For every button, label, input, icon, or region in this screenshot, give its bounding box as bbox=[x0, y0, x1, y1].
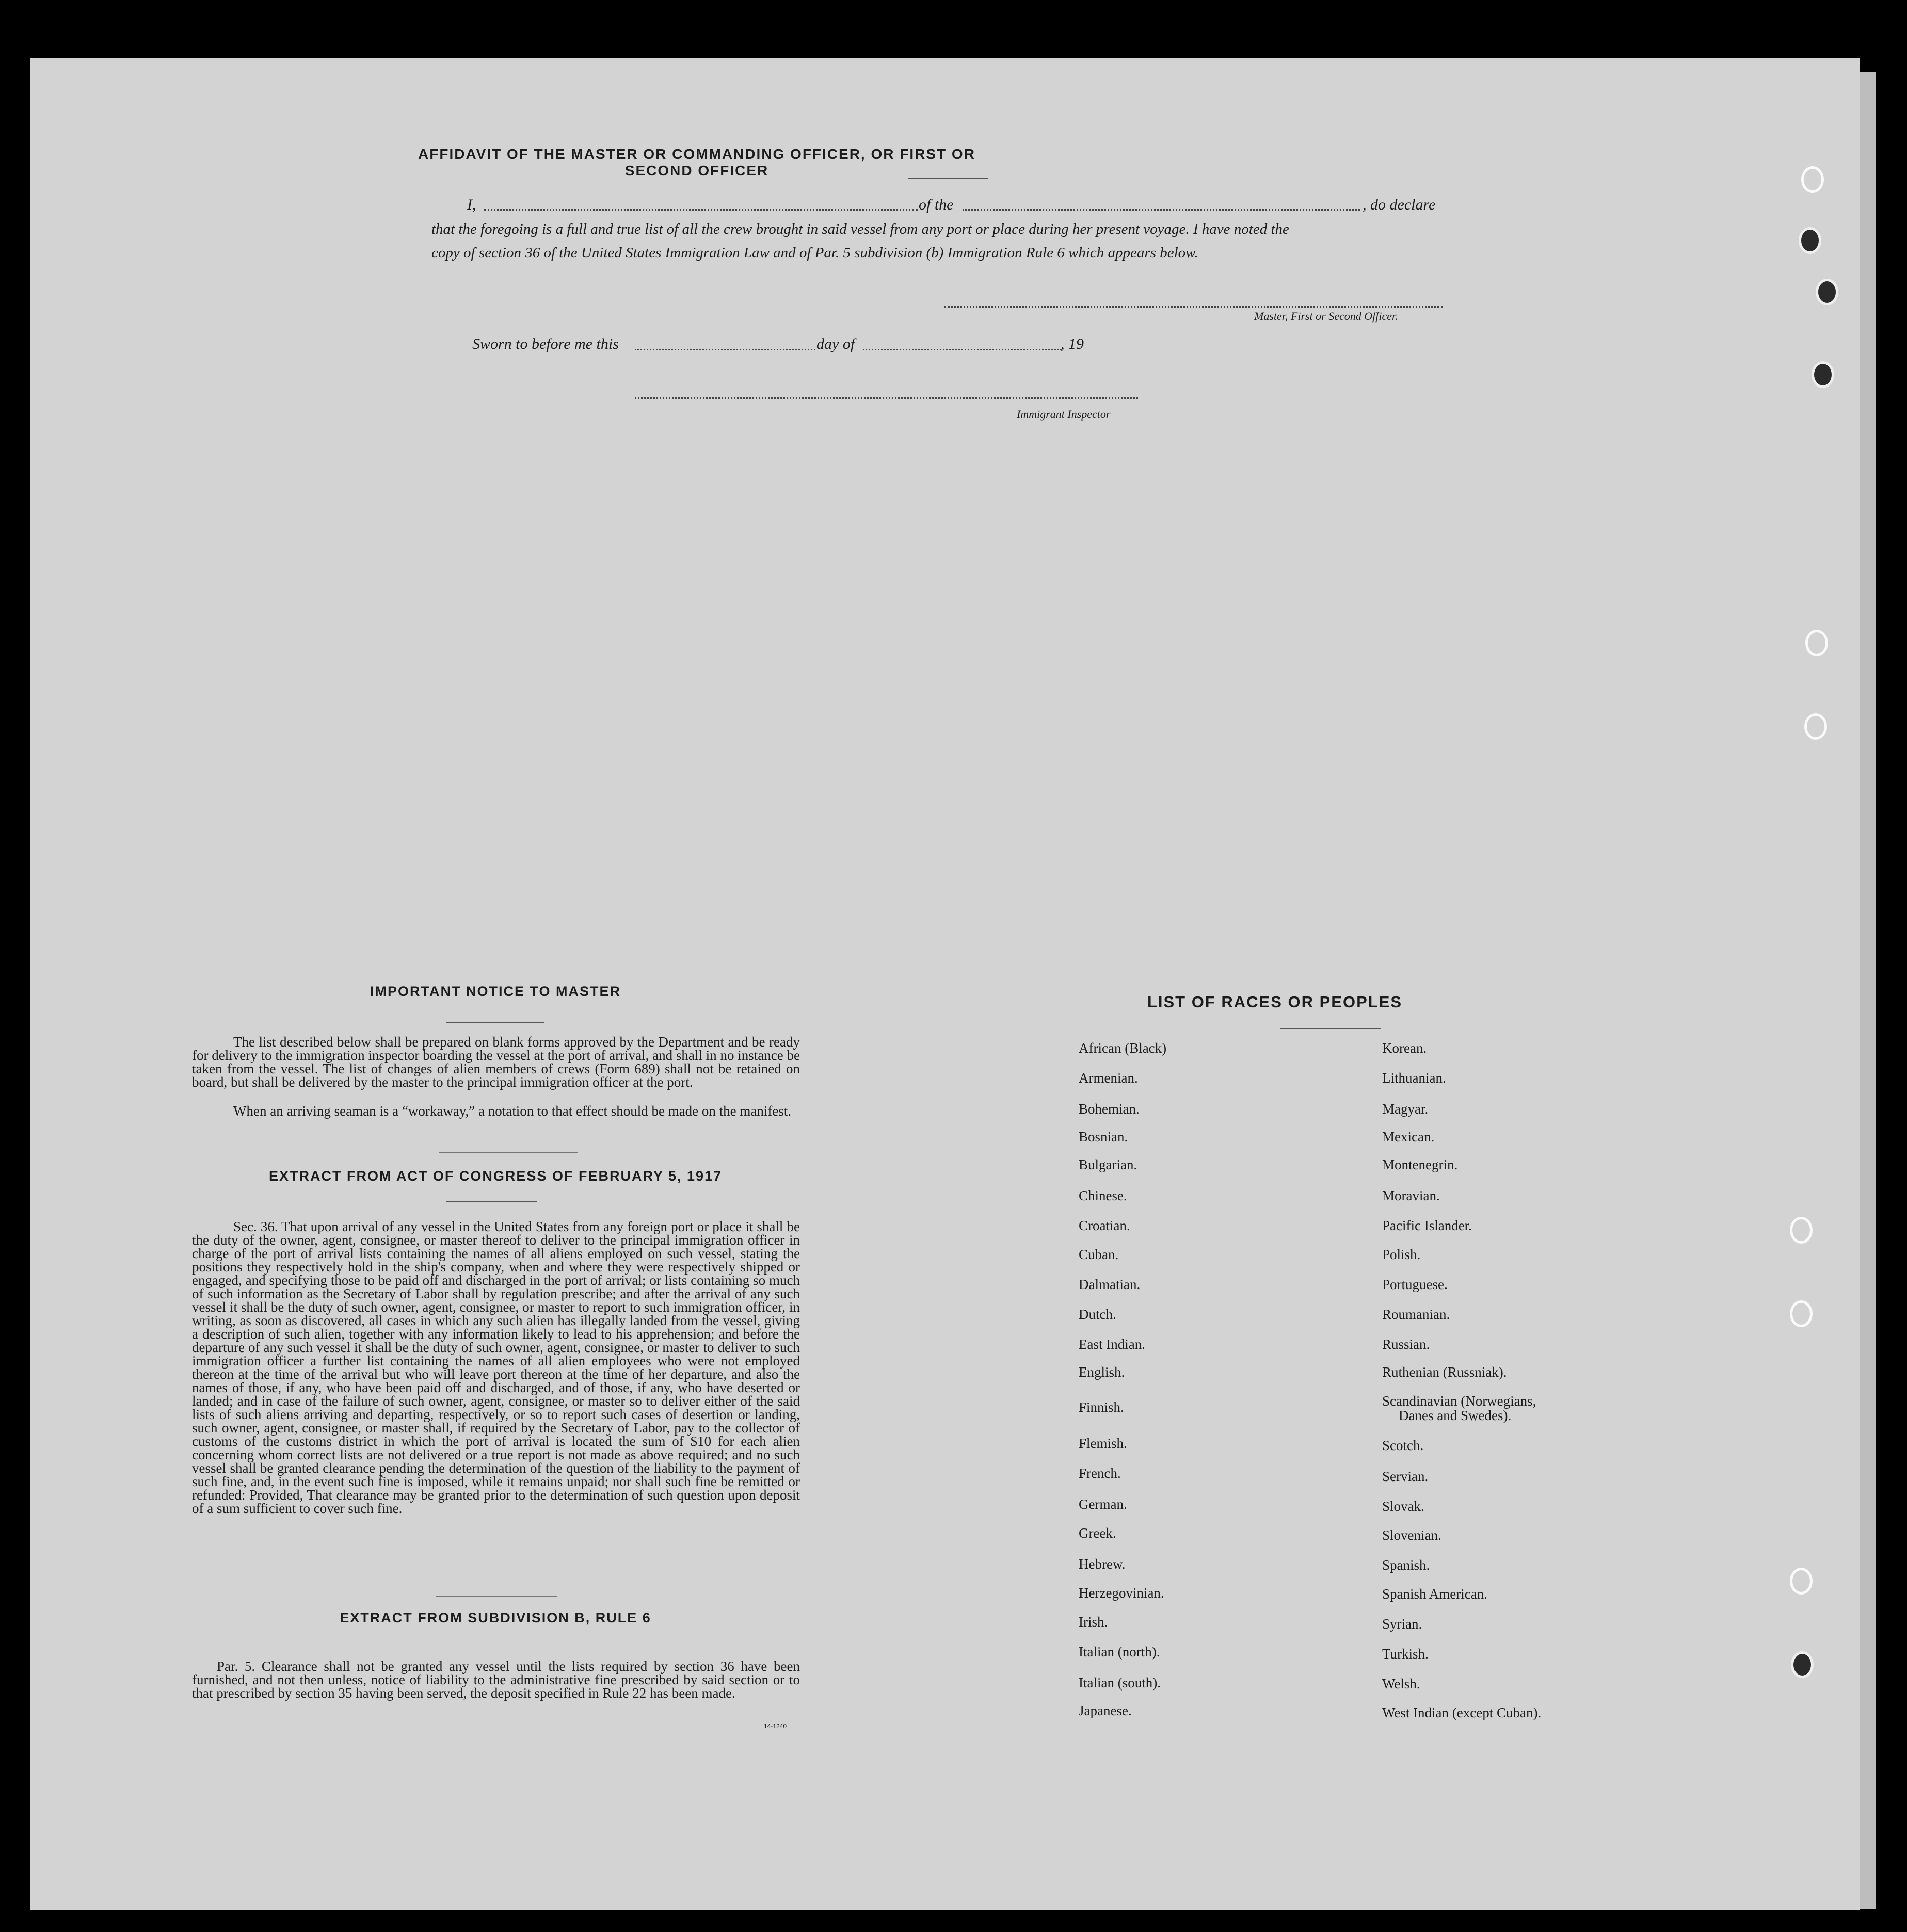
race-item: Slovenian. bbox=[1382, 1527, 1441, 1543]
race-item: Bulgarian. bbox=[1079, 1157, 1137, 1172]
race-item: Scandinavian (Norwegians, bbox=[1382, 1393, 1536, 1409]
race-item: Japanese. bbox=[1079, 1703, 1132, 1718]
race-item: Montenegrin. bbox=[1382, 1157, 1458, 1172]
race-item: Dalmatian. bbox=[1079, 1277, 1141, 1292]
race-item: Finnish. bbox=[1079, 1399, 1124, 1415]
punch-hole bbox=[1812, 361, 1834, 388]
race-item: Spanish. bbox=[1382, 1557, 1430, 1573]
race-item: Ruthenian (Russniak). bbox=[1382, 1364, 1507, 1380]
races-divider bbox=[1280, 1028, 1381, 1029]
race-item: Italian (south). bbox=[1079, 1675, 1161, 1691]
race-item: Italian (north). bbox=[1079, 1644, 1160, 1660]
vessel-blank bbox=[963, 209, 1360, 211]
punch-hole bbox=[1816, 279, 1838, 305]
name-blank bbox=[484, 209, 918, 211]
title-divider bbox=[908, 178, 988, 179]
notice-paragraph-1: The list described below shall be prepared on blank forms approved by the Department and be ready for delivery to the immigration inspector boarding the vessel at the port of arrival, and shall in no instance be taken from the vessel. The list of changes of alien members of crews (Form 689) shall not be retained on board, but shall be delivered by the master to the principal immigration officer at the port. bbox=[192, 1034, 800, 1090]
race-item: Magyar. bbox=[1382, 1101, 1429, 1117]
inspector-caption: Immigrant Inspector bbox=[1017, 408, 1111, 421]
race-item: Greek. bbox=[1079, 1525, 1116, 1541]
race-item: Moravian. bbox=[1382, 1188, 1440, 1203]
race-item: Danes and Swedes). bbox=[1399, 1408, 1512, 1423]
race-item: West Indian (except Cuban). bbox=[1382, 1705, 1542, 1720]
affidavit-line1-start: I, bbox=[467, 196, 476, 213]
race-item: Spanish American. bbox=[1382, 1586, 1487, 1602]
race-item: East Indian. bbox=[1079, 1337, 1145, 1352]
race-item: English. bbox=[1079, 1364, 1125, 1380]
master-signature-caption: Master, First or Second Officer. bbox=[1254, 310, 1398, 323]
punch-hole bbox=[1799, 227, 1821, 254]
rule-extract-title: EXTRACT FROM SUBDIVISION B, RULE 6 bbox=[340, 1610, 651, 1625]
notice-paragraph-2: When an arriving seaman is a “workaway,” a notation to that effect should be made on the manifest. bbox=[233, 1103, 792, 1119]
race-item: Flemish. bbox=[1079, 1436, 1127, 1451]
races-title: LIST OF RACES OR PEOPLES bbox=[1147, 993, 1403, 1011]
notice-title: IMPORTANT NOTICE TO MASTER bbox=[370, 984, 621, 999]
affidavit-line2: that the foregoing is a full and true list of all the crew brought in said vessel from any port or place during her present voyage. I have noted the bbox=[431, 221, 1289, 237]
act-divider bbox=[446, 1201, 537, 1202]
race-item: Bosnian. bbox=[1079, 1129, 1128, 1145]
sworn-start: Sworn to before me this bbox=[472, 335, 619, 352]
race-item: Servian. bbox=[1382, 1469, 1429, 1484]
punch-hole bbox=[1805, 630, 1828, 656]
act-extract-text: Sec. 36. That upon arrival of any vessel in the United States from any foreign port or place it shall be the duty of the owner, agent, consignee, or master thereof to deliver to the principal immigration officer in charge of the port of arrival lists containing the names of all aliens employed on such vessel, stating the positions they respectively hold in the ship's company, when and where they were respectively shipped or engaged, and specifying those to be paid off and discharged in the port of arrival; or lists containing so much of such information as the Secretary of Labor shall by regulation prescribe; and after the arrival of any such vessel it shall be the duty of such owner, agent, consignee, or master to report to such immigration officer, in writing, as soon as discovered, all cases in which any such alien has illegally landed from the vessel, giving a description of such alien, together with any information likely to lead to his apprehension; and before the departure of any such vessel it shall be the duty of such owner, agent, consignee, or master to deliver to such immigration officer a further list containing the names of all alien employees who were not employed thereon at the time of the arrival but who will leave port thereon at the time of her departure, and also the names of those, if any, who have been paid off and discharged, and of those, if any, who have deserted or landed; and in case of the failure of such owner, agent, consignee, or master so to deliver either of the said lists of such aliens arriving and departing, respectively, or so to report such cases of desertion or landing, such owner, agent, consignee, or master shall, if required by the Secretary of Labor, pay to the collector of customs of the customs district in which the port of arrival is located the sum of $10 for each alien concerning whom correct lists are not delivered or a true report is not made as above required; and no such vessel shall be granted clearance pending the determination of the question of the liability to the payment of such fine, and, in the event such fine is imposed, while it remains unpaid; nor shall such fine be remitted or refunded: Provided, That clearance may be granted prior to the determination of such question upon deposit of a sum sufficient to cover such fine. bbox=[192, 1219, 800, 1516]
punch-hole bbox=[1790, 1568, 1813, 1595]
punch-hole bbox=[1790, 1217, 1813, 1244]
race-item: French. bbox=[1079, 1466, 1121, 1481]
day-blank bbox=[635, 349, 815, 350]
punch-hole bbox=[1804, 713, 1827, 740]
race-item: Scotch. bbox=[1382, 1438, 1424, 1453]
race-item: Turkish. bbox=[1382, 1646, 1429, 1662]
race-item: Russian. bbox=[1382, 1337, 1430, 1352]
race-item: Welsh. bbox=[1382, 1676, 1420, 1692]
race-item: Mexican. bbox=[1382, 1129, 1435, 1145]
race-item: Slovak. bbox=[1382, 1499, 1424, 1514]
race-item: Croatian. bbox=[1079, 1218, 1130, 1233]
act-extract-title: EXTRACT FROM ACT OF CONGRESS OF FEBRUARY 5, 1917 bbox=[268, 1168, 723, 1184]
race-item: Herzegovinian. bbox=[1079, 1585, 1164, 1601]
race-item: African (Black) bbox=[1079, 1040, 1167, 1056]
section-divider bbox=[436, 1596, 557, 1597]
sworn-end: , 19 bbox=[1061, 335, 1084, 352]
race-item: Lithuanian. bbox=[1382, 1070, 1446, 1086]
race-item: Chinese. bbox=[1079, 1188, 1127, 1203]
race-item: Cuban. bbox=[1079, 1247, 1119, 1262]
affidavit-line3: copy of section 36 of the United States Immigration Law and of Par. 5 subdivision (b) Immigration Rule 6 which appears below. bbox=[431, 245, 1198, 261]
race-item: Korean. bbox=[1382, 1040, 1427, 1056]
race-item: Roumanian. bbox=[1382, 1307, 1450, 1322]
race-item: Portuguese. bbox=[1382, 1277, 1448, 1292]
race-item: Bohemian. bbox=[1079, 1101, 1140, 1117]
punch-hole bbox=[1790, 1300, 1813, 1327]
affidavit-title: AFFIDAVIT OF THE MASTER OR COMMANDING OFFICER, OR FIRST OR SECOND OFFICER bbox=[418, 146, 975, 179]
page-edge bbox=[1860, 72, 1876, 1909]
affidavit-line1-end: , do declare bbox=[1363, 196, 1436, 213]
race-item: German. bbox=[1079, 1496, 1127, 1512]
race-item: Armenian. bbox=[1079, 1070, 1138, 1086]
race-item: Pacific Islander. bbox=[1382, 1218, 1472, 1233]
inspector-signature-line bbox=[635, 397, 1138, 399]
notice-divider bbox=[446, 1022, 544, 1023]
sworn-middle: day of bbox=[816, 335, 855, 352]
month-blank bbox=[863, 349, 1062, 350]
rule-extract-text: Par. 5. Clearance shall not be granted any vessel until the lists required by section 36 have been furnished, and not then unless, notice of liability to the administrative fine prescribed by said section or to that prescribed by section 35 having been served, the deposit specified in Rule 22 has been made. bbox=[192, 1659, 800, 1701]
affidavit-line1-middle: of the bbox=[919, 196, 954, 213]
race-item: Syrian. bbox=[1382, 1616, 1422, 1632]
punch-hole bbox=[1801, 166, 1824, 193]
master-signature-line bbox=[944, 306, 1443, 308]
race-item: Polish. bbox=[1382, 1247, 1421, 1262]
race-item: Irish. bbox=[1079, 1614, 1108, 1630]
form-number: 14-1240 bbox=[764, 1722, 787, 1730]
punch-hole bbox=[1791, 1651, 1814, 1678]
section-divider bbox=[439, 1152, 578, 1153]
race-item: Hebrew. bbox=[1079, 1556, 1126, 1572]
race-item: Dutch. bbox=[1079, 1307, 1116, 1322]
